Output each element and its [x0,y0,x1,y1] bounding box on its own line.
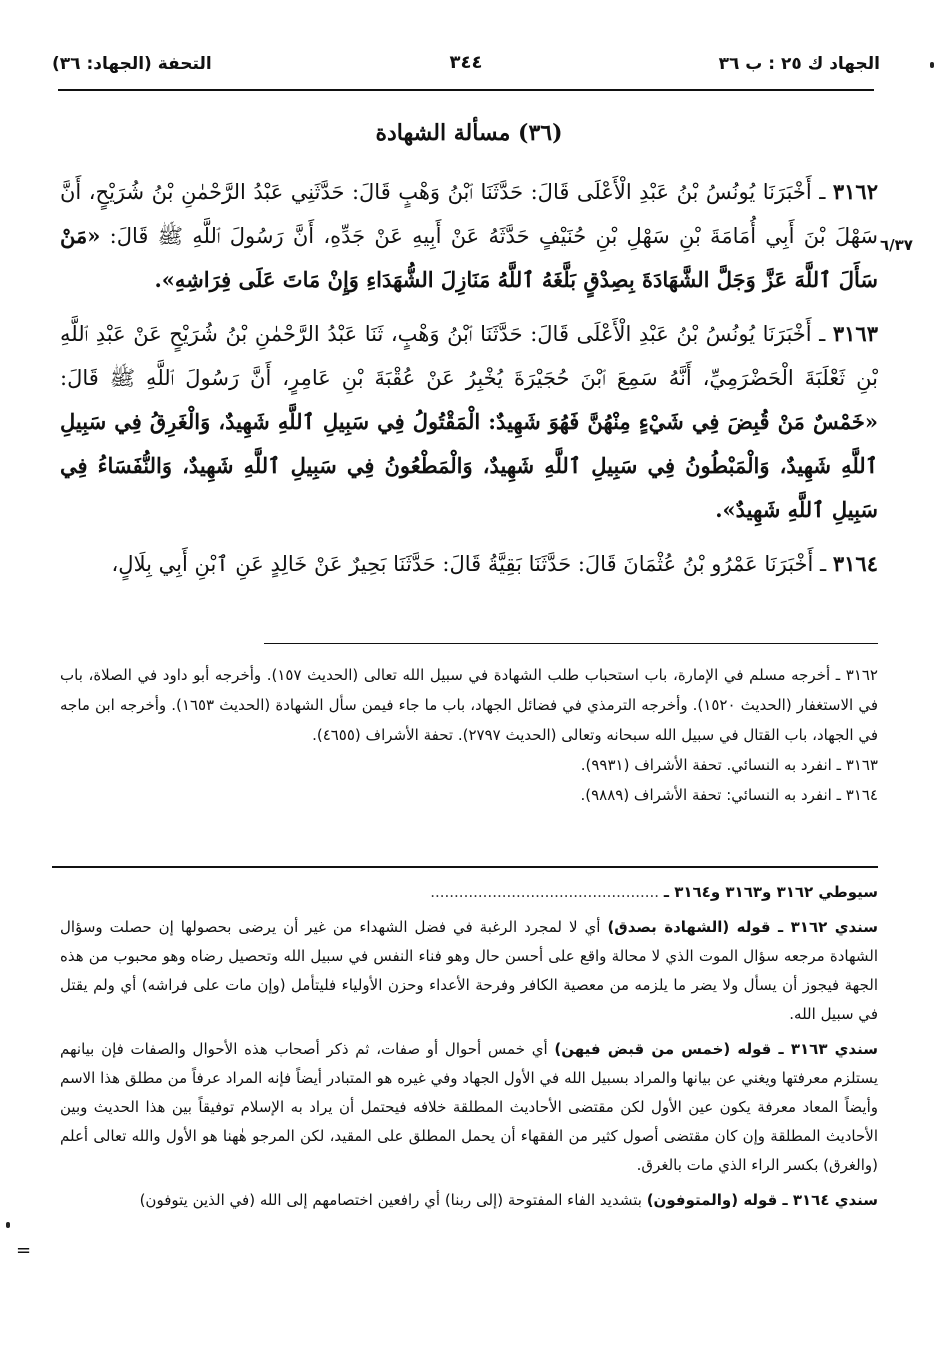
footnote: ٣١٦٤ ـ انفرد به النسائي: تحفة الأشراف (٩٨٨٩). [580,786,878,804]
hadith-matn: «مَنْ سَأَلَ ٱللَّهَ عَزَّ وَجَلَّ الشَّهَادَةَ بِصِدْقٍ بَلَّغَهُ ٱللَّهُ مَنَازِلَ الشُّهَدَاءِ وَإِنْ مَاتَ عَلَى فِرَاشِهِ». [60,223,878,292]
commentary-lead: سندي ٣١٦٢ ـ قوله (الشهادة بصدق) [607,918,878,936]
hadith-number: ٣١٦٤ [832,551,878,576]
footnotes-block [60,660,878,810]
ellipsis-dots: ................................................ [430,883,660,901]
footnote: ٣١٦٣ ـ انفرد به النسائي. تحفة الأشراف (٩٩٣١). [580,756,878,774]
commentary-text: أي لا لمجرد الرغبة في فضل الشهداء من غير أن يرضى بحصولها إن حصلت وسؤال الشهادة مرجعه سؤال الموت الذي لا محالة واقع على أحسن حال وهو فناء النفس في سبيل الله وتحصيل رضاه وهو محبوب من هذه الجهة فيجوز أن يسأل ولا يضر ما يلزمه من معصية الكافر وفرحة الأعداء وحزن الأولياء فليتأمل (وإن مات على فراشه) أي ولم يقتل في سبيل الله. [60,918,878,1023]
suyuti-line [60,878,878,907]
footnote-divider [264,643,878,644]
section-title: (٣٦) مسألة الشهادة [375,120,563,146]
header-tuhfa-ref: التحفة (الجهاد: ٣٦) [52,54,212,74]
hadith-isnad: ـ أَخْبَرَنَا يُونُسُ بْنُ عَبْدِ الْأَعْلَى قَالَ: حَدَّثَنَا ٱبْنُ وَهْبٍ، ثَنَا عَبْدُ الرَّحْمٰنِ بْنُ شُرَيْحٍ عَنْ عَبْدِ ٱللَّهِ بْنِ ثَعْلَبَةَ الْحَضْرَمِيِّ، أَنَّهُ سَمِعَ ٱبْنَ حُجَيْرَةَ يُخْبِرُ عَنْ عُقْبَةَ بْنِ عَامِرٍ، أَنَّ رَسُولَ ٱللَّهِ ﷺ قَالَ: [60,322,878,390]
commentary-text: أي خمس أحوال أو صفات، ثم ذكر أصحاب هذه الأحوال والصفات فإن بيانهم يستلزم معرفتها ويغني عن بيانها والمراد بسبيل الله في الأول الجهاد وفي غيره هو المتبادر أيضاً فإنه المراد عرفاً من مطلق هذا الاسم وأيضاً المعاد معرفة يكون عين الأول لكن مقتضى الأحاديث المطلقة خلافه فيحتمل أن يراد به الإسلام توفيقاً بين هذا الحديث وبين الأحاديث المطلقة وإن كان مقتضى أصول كثير من الفقهاء أن يحمل المطلق على المقيد، لكن المرجو هٰهنا هو الأول والله تعالى أعلم (والغرق) بكسر الراء الذي مات بالغرق. [60,1040,878,1174]
footnote: ٣١٦٢ ـ أخرجه مسلم في الإمارة، باب استحباب طلب الشهادة في سبيل الله تعالى (الحديث ١٥٧). وأخرجه أبو داود في الصلاة، باب في الاستغفار (الحديث ١٥٢٠). وأخرجه الترمذي في فضائل الجهاد، باب ما جاء فيمن سأل الشهادة (الحديث ١٦٥٣). وأخرجه ابن ماجه في الجهاد، باب القتال في سبيل الله سبحانه وتعالى (الحديث ٢٧٩٧). تحفة الأشراف (٤٦٥٥). [60,666,878,744]
continuation-mark: = [16,1240,32,1261]
scan-mark [930,62,934,68]
commentary-lead: سندي ٣١٦٤ ـ قوله (والمتوفون) [646,1191,878,1209]
commentary-paragraph [60,913,878,1029]
header-divider [58,89,874,91]
commentary-paragraph [60,1186,878,1215]
header-chapter-ref: الجهاد ك ٢٥ : ب ٣٦ [718,54,880,74]
commentary-lead: سندي ٣١٦٣ ـ قوله (خمس من قبض فيهن) [554,1040,878,1058]
hadith-matn: «خَمْسٌ مَنْ قُبِضَ فِي شَيْءٍ مِنْهُنَّ فَهُوَ شَهِيدٌ: الْمَقْتُولُ فِي سَبِيلِ ٱللَّهِ شَهِيدٌ، وَالْغَرِقُ فِي سَبِيلِ ٱللَّهِ شَهِيدٌ، وَالْمَبْطُونُ فِي سَبِيلِ ٱللَّهِ شَهِيدٌ، وَالْمَطْعُونُ فِي سَبِيلِ ٱللَّهِ شَهِيدٌ، وَالنُّفَسَاءُ فِي سَبِيلِ ٱللَّهِ شَهِيدٌ». [60,409,878,522]
hadith-text-block [60,170,878,596]
hadith-isnad: ـ أَخْبَرَنَا يُونُسُ بْنُ عَبْدِ الْأَعْلَى قَالَ: حَدَّثَنَا ٱبْنُ وَهْبٍ قَالَ: حَدَّثَنِي عَبْدُ الرَّحْمٰنِ بْنُ شُرَيْحٍ، أَنَّ سَهْلَ بْنَ أَبِي أُمَامَةَ بْنِ سَهْلِ بْنِ حُنَيْفٍ حَدَّثَهُ عَنْ أَبِيهِ عَنْ جَدِّهِ، أَنَّ رَسُولَ ٱللَّهِ ﷺ قَالَ: [60,180,878,248]
running-header [52,48,880,78]
scan-mark [6,1222,10,1228]
commentary-paragraph [60,1035,878,1180]
suyuti-heading: سيوطي ٣١٦٢ و٣١٦٣ و٣١٦٤ ـ [663,883,878,901]
hadith-paragraph [60,542,878,586]
commentary-block [60,878,878,1221]
hadith-number: ٣١٦٣ [832,321,878,346]
hadith-paragraph [60,170,878,302]
page-number: ٣٤٤ [449,52,483,73]
hadith-isnad: ـ أَخْبَرَنَا عَمْرُو بْنُ عُثْمَانَ قَالَ: حَدَّثَنَا بَقِيَّةُ قَالَ: حَدَّثَنَا بَحِيرٌ عَنْ خَالِدٍ عَنِ ٱبْنِ أَبِي بِلَالٍ، [111,552,827,576]
commentary-divider [52,866,878,868]
commentary-text: بتشديد الفاء المفتوحة (إلى ربنا) أي رافعين اختصامهم إلى الله (في الذين يتوفون) [139,1191,642,1209]
hadith-number: ٣١٦٢ [832,179,878,204]
margin-note: ٦/٣٧ [880,236,913,254]
hadith-paragraph [60,312,878,532]
